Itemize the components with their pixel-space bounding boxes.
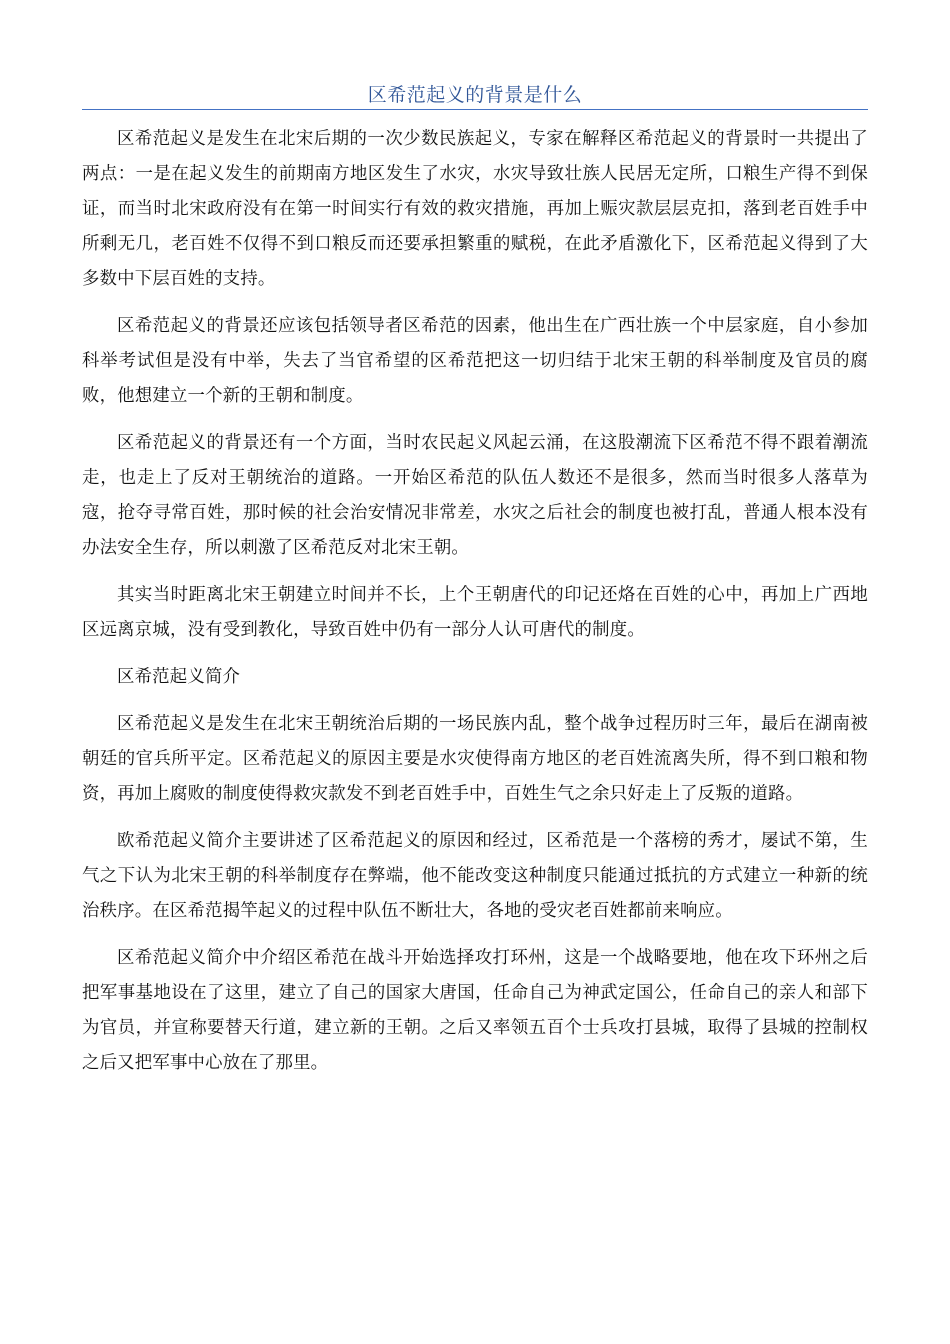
paragraph-background-intro: 区希范起义是发生在北宋后期的一次少数民族起义，专家在解释区希范起义的背景时一共提出了两点：一是在起义发生的前期南方地区发生了水灾，水灾导致壮族人民居无定所，口粮生产得不到保证，而当时北宋政府没有在第一时间实行有效的救灾措施，再加上赈灾款层层克扣，落到老百姓手中所剩无几，老百姓不仅得不到口粮反而还要承担繁重的赋税，在此矛盾激化下，区希范起义得到了大多数中下层百姓的支持。 bbox=[82, 129, 868, 289]
document-body bbox=[82, 122, 868, 1093]
paragraph-peasant-uprisings: 区希范起义的背景还有一个方面，当时农民起义风起云涌，在这股潮流下区希范不得不跟着潮流走，也走上了反对王朝统治的道路。一开始区希范的队伍人数还不是很多，然而当时很多人落草为寇，抢夺寻常百姓，那时候的社会治安情况非常差，水灾之后社会的制度也被打乱，普通人根本没有办法安全生存，所以刺激了区希范反对北宋王朝。 bbox=[82, 433, 868, 558]
paragraph-uprising-summary: 区希范起义是发生在北宋王朝统治后期的一场民族内乱，整个战争过程历时三年，最后在湖南被朝廷的官兵所平定。区希范起义的原因主要是水灾使得南方地区的老百姓流离失所，得不到口粮和物资，再加上腐败的制度使得救灾款发不到老百姓手中，百姓生气之余只好走上了反叛的道路。 bbox=[82, 714, 868, 804]
title-underline bbox=[82, 109, 868, 110]
section-heading-introduction: 区希范起义简介 bbox=[117, 667, 241, 687]
paragraph-leader-factor: 区希范起义的背景还应该包括领导者区希范的因素，他出生在广西壮族一个中层家庭，自小参加科举考试但是没有中举，失去了当官希望的区希范把这一切归结于北宋王朝的科举制度及官员的腐败，他想建立一个新的王朝和制度。 bbox=[82, 316, 868, 406]
paragraph-huanzhou-campaign: 区希范起义简介中介绍区希范在战斗开始选择攻打环州，这是一个战略要地，他在攻下环州之后把军事基地设在了这里，建立了自己的国家大唐国，任命自己为神武定国公，任命自己的亲人和部下为官员，并宣称要替天行道，建立新的王朝。之后又率领五百个士兵攻打县城，取得了县城的控制权之后又把军事中心放在了那里。 bbox=[82, 948, 868, 1073]
paragraph-tang-legacy: 其实当时距离北宋王朝建立时间并不长，上个王朝唐代的印记还烙在百姓的心中，再加上广西地区远离京城，没有受到教化，导致百姓中仍有一部分人认可唐代的制度。 bbox=[82, 585, 868, 640]
paragraph-causes-and-course: 欧希范起义简介主要讲述了区希范起义的原因和经过，区希范是一个落榜的秀才，屡试不第，生气之下认为北宋王朝的科举制度存在弊端，他不能改变这种制度只能通过抵抗的方式建立一种新的统治秩序。在区希范揭竿起义的过程中队伍不断壮大，各地的受灾老百姓都前来响应。 bbox=[82, 831, 868, 921]
document-title: 区希范起义的背景是什么 bbox=[367, 84, 583, 106]
